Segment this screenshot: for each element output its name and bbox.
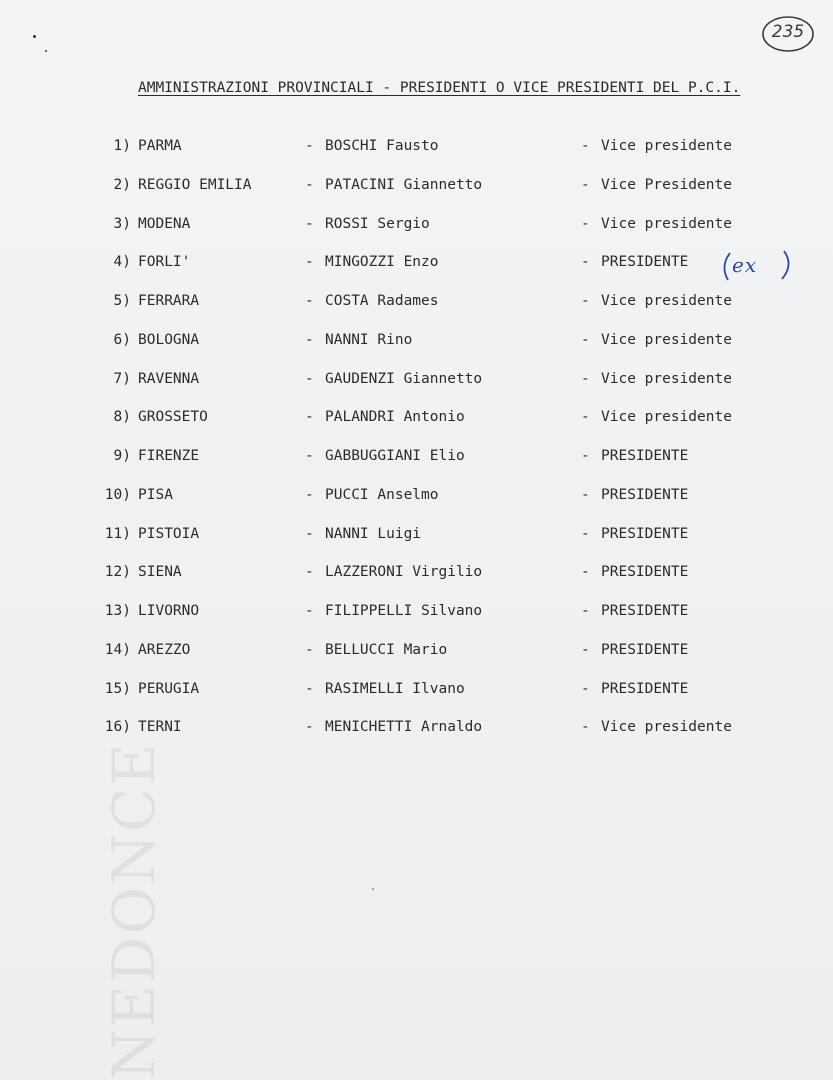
province-name: LIVORNO: [138, 603, 200, 619]
separator-dash: -: [581, 331, 590, 348]
separator-dash: -: [305, 719, 314, 736]
province-name: AREZZO: [138, 641, 191, 658]
item-number: 15): [104, 680, 131, 697]
person-name: PALANDRI Antonio: [325, 409, 465, 426]
handwritten-annotation: [718, 249, 798, 283]
separator-dash: -: [305, 641, 314, 658]
list-item: [0, 332, 833, 371]
separator-dash: -: [305, 680, 314, 697]
separator-dash: -: [581, 215, 590, 232]
role-title: PRESIDENTE: [601, 603, 689, 619]
separator-dash: -: [581, 680, 590, 697]
bleed-through-watermark: NEDONCE: [100, 741, 168, 1080]
person-name: BELLUCCI Mario: [325, 641, 448, 658]
province-name: BOLOGNA: [138, 331, 200, 348]
separator-dash: -: [305, 176, 314, 193]
item-number: 13): [104, 603, 131, 619]
parenthesis-mark-icon: [718, 249, 798, 283]
role-title: PRESIDENTE: [601, 641, 689, 658]
list-item: [0, 681, 833, 720]
separator-dash: -: [581, 293, 590, 309]
handwritten-page-number: [760, 14, 816, 54]
item-number: 5): [113, 293, 131, 309]
list-item: [0, 487, 833, 526]
list-item: [0, 177, 833, 216]
list-item: [0, 293, 833, 332]
province-name: MODENA: [138, 215, 191, 232]
list-item: [0, 371, 833, 410]
province-name: PISA: [138, 486, 173, 503]
page-number-text: 235: [771, 22, 805, 42]
province-name: RAVENNA: [138, 370, 200, 387]
separator-dash: -: [305, 564, 314, 581]
separator-dash: -: [581, 176, 590, 193]
province-name: TERNI: [138, 719, 182, 736]
separator-dash: -: [305, 215, 314, 232]
item-number: 12): [104, 564, 131, 581]
list-item: [0, 603, 833, 642]
separator-dash: -: [305, 448, 314, 464]
role-title: PRESIDENTE: [601, 680, 689, 697]
list-item: [0, 448, 833, 487]
role-title: Vice presidente: [601, 138, 732, 154]
item-number: 16): [104, 719, 131, 736]
item-number: 14): [104, 641, 131, 658]
separator-dash: -: [581, 641, 590, 658]
person-name: PUCCI Anselmo: [325, 486, 439, 503]
person-name: COSTA Radames: [325, 293, 439, 309]
province-name: FORLI': [138, 254, 191, 271]
role-title: PRESIDENTE: [601, 564, 689, 581]
province-name: GROSSETO: [138, 409, 208, 426]
list-item: [0, 526, 833, 565]
separator-dash: -: [305, 370, 314, 387]
person-name: BOSCHI Fausto: [325, 138, 439, 154]
item-number: 4): [113, 254, 131, 271]
person-name: GABBUGGIANI Elio: [325, 448, 465, 464]
separator-dash: -: [581, 564, 590, 581]
separator-dash: -: [305, 603, 314, 619]
item-number: 7): [113, 370, 131, 387]
separator-dash: -: [581, 603, 590, 619]
item-number: 1): [113, 138, 131, 154]
separator-dash: -: [581, 448, 590, 464]
list-item: [0, 216, 833, 255]
list-item: [0, 719, 833, 758]
person-name: ROSSI Sergio: [325, 215, 430, 232]
person-name: NANNI Luigi: [325, 525, 422, 542]
separator-dash: -: [305, 138, 314, 154]
annotation-text: ex: [732, 253, 758, 277]
person-name: RASIMELLI Ilvano: [325, 680, 465, 697]
province-name: PERUGIA: [138, 680, 200, 697]
person-name: NANNI Rino: [325, 331, 413, 348]
role-title: PRESIDENTE: [601, 525, 689, 542]
document-title: AMMINISTRAZIONI PROVINCIALI - PRESIDENTI O VICE PRESIDENTI DEL P.C.I.: [138, 80, 741, 96]
separator-dash: -: [581, 409, 590, 426]
person-name: GAUDENZI Giannetto: [325, 370, 483, 387]
role-title: Vice presidente: [601, 215, 732, 232]
list-item: [0, 409, 833, 448]
separator-dash: -: [305, 525, 314, 542]
role-title: PRESIDENTE: [601, 448, 689, 464]
item-number: 2): [113, 176, 131, 193]
role-title: Vice Presidente: [601, 176, 732, 193]
person-name: MINGOZZI Enzo: [325, 254, 439, 271]
province-name: PARMA: [138, 138, 182, 154]
province-name: FERRARA: [138, 293, 200, 309]
item-number: 3): [113, 215, 131, 232]
separator-dash: -: [581, 138, 590, 154]
province-name: PISTOIA: [138, 525, 200, 542]
list-item: [0, 642, 833, 681]
separator-dash: -: [305, 293, 314, 309]
province-name: REGGIO EMILIA: [138, 176, 252, 193]
separator-dash: -: [305, 409, 314, 426]
separator-dash: -: [581, 486, 590, 503]
person-name: PATACINI Giannetto: [325, 176, 483, 193]
paper-speck: [372, 888, 374, 890]
list-item: [0, 254, 833, 293]
item-number: 11): [104, 525, 131, 542]
list-item: [0, 138, 833, 177]
separator-dash: -: [581, 525, 590, 542]
role-title: Vice presidente: [601, 331, 732, 348]
paper-speck: [33, 35, 36, 38]
role-title: Vice presidente: [601, 719, 732, 736]
paper-speck: [45, 50, 47, 52]
president-list: [0, 138, 833, 758]
separator-dash: -: [305, 331, 314, 348]
person-name: FILIPPELLI Silvano: [325, 603, 483, 619]
item-number: 10): [104, 486, 131, 503]
role-title: Vice presidente: [601, 409, 732, 426]
province-name: FIRENZE: [138, 448, 200, 464]
item-number: 9): [113, 448, 131, 464]
item-number: 6): [113, 331, 131, 348]
person-name: LAZZERONI Virgilio: [325, 564, 483, 581]
role-title: PRESIDENTE: [601, 486, 689, 503]
role-title: Vice presidente: [601, 370, 732, 387]
separator-dash: -: [581, 370, 590, 387]
separator-dash: -: [581, 254, 590, 271]
separator-dash: -: [305, 254, 314, 271]
role-title: PRESIDENTE: [601, 254, 689, 271]
province-name: SIENA: [138, 564, 182, 581]
list-item: [0, 564, 833, 603]
person-name: MENICHETTI Arnaldo: [325, 719, 483, 736]
separator-dash: -: [581, 719, 590, 736]
separator-dash: -: [305, 486, 314, 503]
role-title: Vice presidente: [601, 293, 732, 309]
item-number: 8): [113, 409, 131, 426]
